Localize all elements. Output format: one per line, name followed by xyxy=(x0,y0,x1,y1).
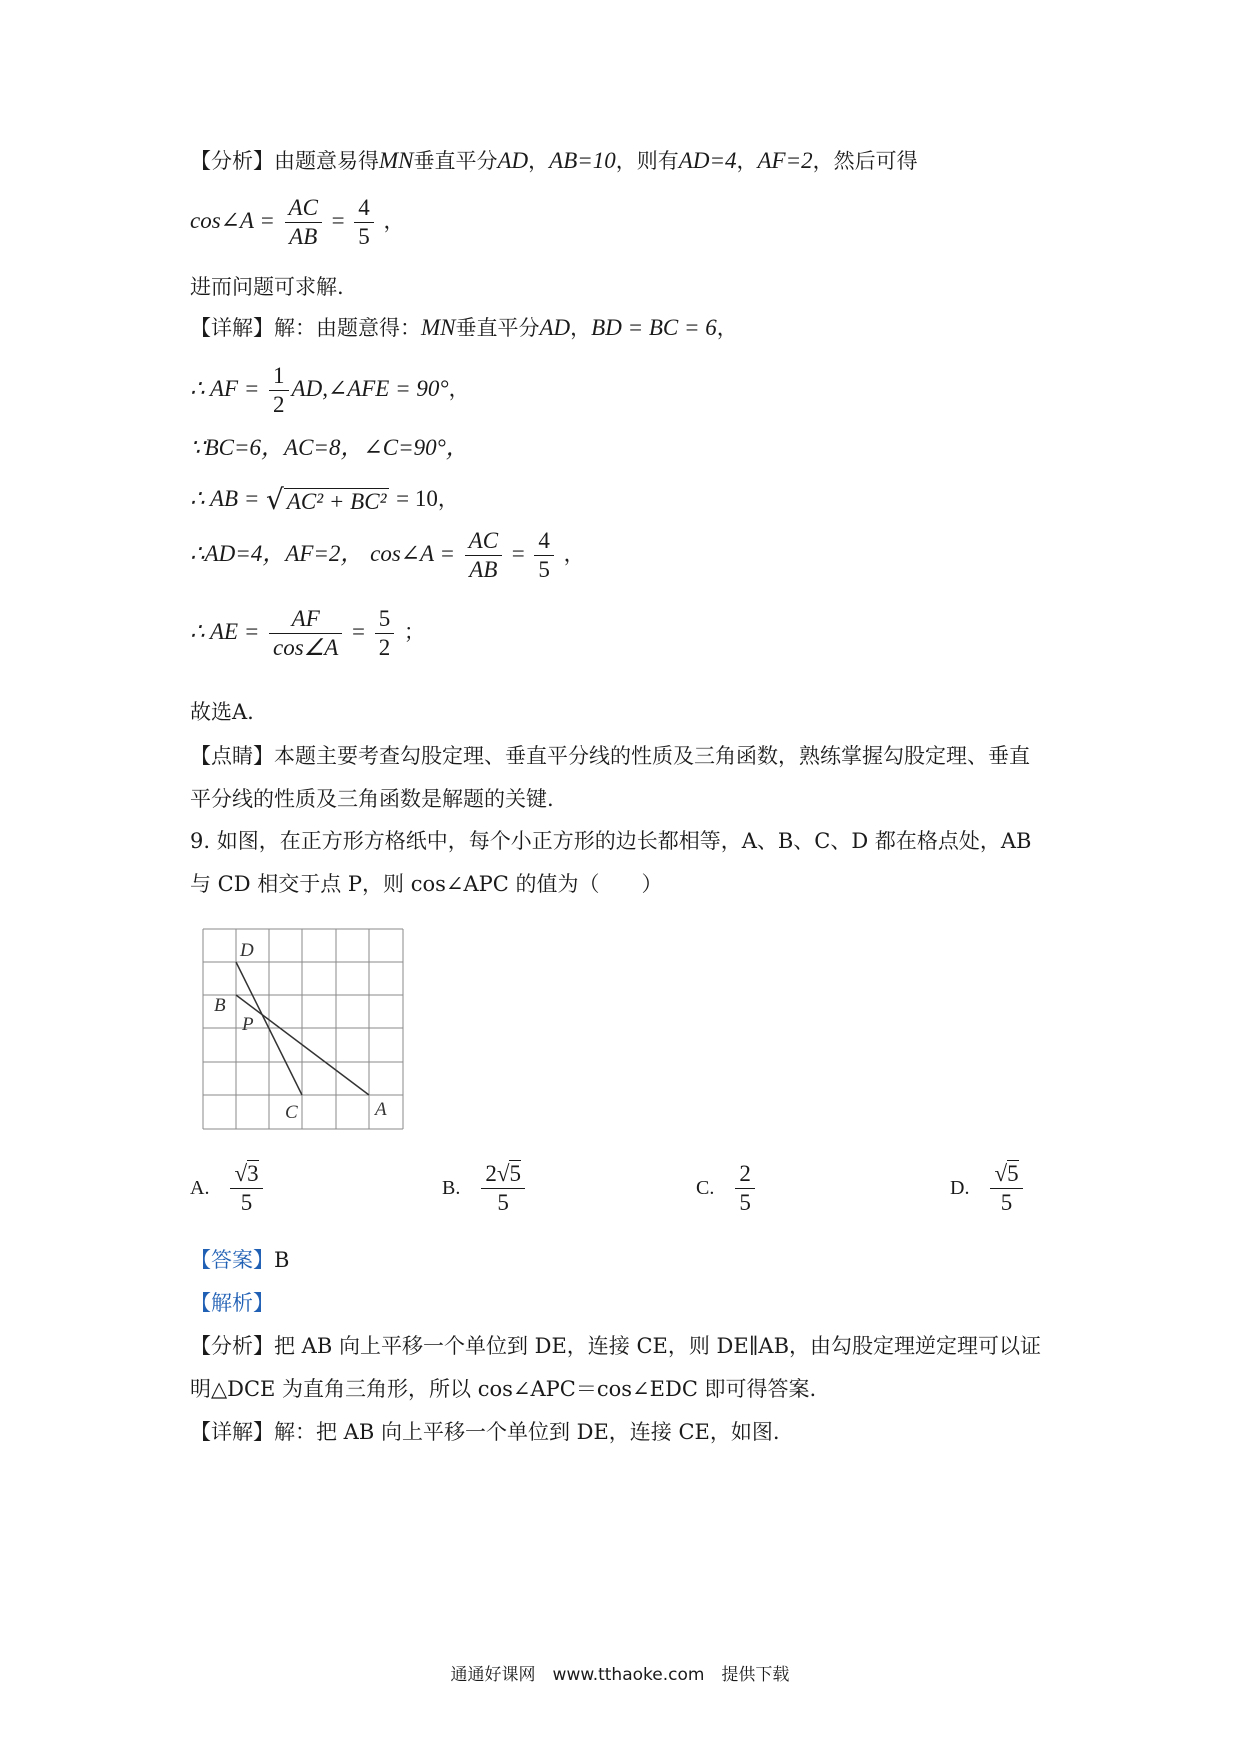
frac-num: √3 xyxy=(230,1160,262,1189)
frac-den: cos∠A xyxy=(273,635,339,660)
math-eq-10: = 10 xyxy=(396,486,438,511)
line-end: ； xyxy=(403,620,425,644)
math-ad-af: ∴AD=4，AF=2， xyxy=(190,541,364,566)
sqrt-expression xyxy=(266,482,389,517)
equals-sign: = xyxy=(511,541,525,566)
fraction-ac-ab xyxy=(465,527,502,584)
grid-lines xyxy=(203,929,403,1129)
frac-num: AF xyxy=(269,605,342,634)
jiexi-tag: 【解析】 xyxy=(190,1291,274,1315)
radicand: AC² + BC² xyxy=(284,488,390,514)
math-ab-left: ∴ AB = xyxy=(190,486,260,511)
detail1-prefix: 【详解】解：由题意得： xyxy=(190,316,421,340)
analysis2-line1: 【分析】把 AB 向上平移一个单位到 DE，连接 CE，则 DE∥AB，由勾股定理逆定理可以证 xyxy=(190,1334,1041,1358)
frac-den: 5 xyxy=(240,1190,253,1215)
math-ad: AD xyxy=(497,148,529,173)
radical-sign: √ xyxy=(266,482,284,516)
math-ab-eq: AB=10 xyxy=(549,148,616,173)
option-b[interactable] xyxy=(442,1160,528,1217)
line-end: ， xyxy=(716,316,738,340)
analysis1-conclusion: 进而问题可求解. xyxy=(190,275,344,299)
detail1-line3 xyxy=(190,433,469,463)
math-cos-a: cos∠A = xyxy=(370,541,455,566)
option-label: B. xyxy=(442,1177,461,1199)
radicand: 3 xyxy=(247,1161,259,1186)
option-fraction xyxy=(990,1160,1022,1217)
detail1-line6 xyxy=(190,605,425,662)
separator: ， xyxy=(570,316,592,340)
option-c[interactable] xyxy=(696,1160,758,1217)
analysis1-mid3: ，则有 xyxy=(615,149,679,173)
label-d: D xyxy=(240,940,254,961)
frac-den: 5 xyxy=(739,1190,751,1215)
option-fraction xyxy=(230,1160,262,1217)
radicand: 5 xyxy=(509,1161,521,1186)
answer-line xyxy=(190,1245,289,1275)
frac-num: 4 xyxy=(354,194,374,223)
math-ae-left: ∴ AE = xyxy=(190,619,260,644)
detail1-mid: 垂直平分 xyxy=(455,316,540,340)
frac-num: 1 xyxy=(269,362,289,391)
option-label: D. xyxy=(950,1177,970,1199)
detail2-line1: 【详解】解：把 AB 向上平移一个单位到 DE，连接 CE，如图. xyxy=(190,1420,780,1444)
fraction-af-cos xyxy=(269,605,342,662)
comma: ， xyxy=(383,209,405,233)
analysis1-end: ，然后可得 xyxy=(812,149,918,173)
analysis1-mid4: ， xyxy=(736,149,758,173)
frac-den: 2 xyxy=(378,635,391,660)
option-label: C. xyxy=(696,1177,715,1199)
label-b: B xyxy=(214,995,226,1016)
option-d[interactable] xyxy=(950,1160,1026,1217)
grid-figure xyxy=(202,928,404,1130)
frac-den: AB xyxy=(289,224,318,249)
analysis1-prefix: 【分析】由题意易得 xyxy=(190,149,379,173)
radicand: 5 xyxy=(1007,1161,1019,1186)
question9-line1: 9. 如图，在正方形方格纸中，每个小正方形的边长都相等，A、B、C、D 都在格点处，AB xyxy=(190,829,1032,853)
formula-cos-left: cos∠A = xyxy=(190,208,275,233)
analysis1-mid2: ， xyxy=(528,149,550,173)
analysis1-mid1: 垂直平分 xyxy=(413,149,498,173)
label-a: A xyxy=(375,1099,387,1120)
frac-num: AC xyxy=(465,527,502,556)
detail1-line4 xyxy=(190,484,459,517)
frac-den: 5 xyxy=(358,224,370,249)
fraction-5-2 xyxy=(375,605,395,662)
page-footer: 通通好课网 www.tthaoke.com 提供下载 xyxy=(450,1665,790,1685)
fraction-4-5 xyxy=(354,194,374,251)
frac-den: 2 xyxy=(273,392,285,417)
label-p: P xyxy=(242,1014,254,1035)
line-end: ， xyxy=(437,487,459,511)
option-label: A. xyxy=(190,1177,210,1199)
fraction-1-2 xyxy=(269,362,289,419)
fraction-4-5 xyxy=(534,527,554,584)
math-ad: AD xyxy=(539,315,571,340)
frac-num: 2√5 xyxy=(481,1160,525,1189)
detail1-line2 xyxy=(190,362,470,419)
frac-num: AC xyxy=(285,194,322,223)
math-mn: MN xyxy=(421,315,456,340)
frac-den: 5 xyxy=(1000,1190,1013,1215)
label-c: C xyxy=(285,1102,298,1123)
option-fraction xyxy=(481,1160,525,1217)
frac-den: 5 xyxy=(497,1190,509,1215)
fraction-ac-ab xyxy=(285,194,322,251)
equals-sign: = xyxy=(352,619,366,644)
option-a[interactable] xyxy=(190,1160,266,1217)
detail1-line1 xyxy=(190,313,738,343)
frac-den: 5 xyxy=(538,557,550,582)
comment1-line2: 平分线的性质及三角函数是解题的关键. xyxy=(190,787,554,811)
line-end: ， xyxy=(563,542,585,566)
line-end: ， xyxy=(448,377,470,401)
analysis2-line2: 明△DCE 为直角三角形，所以 cos∠APC＝cos∠EDC 即可得答案. xyxy=(190,1377,817,1401)
frac-den: AB xyxy=(469,557,498,582)
question9-line2: 与 CD 相交于点 P，则 cos∠APC 的值为（ ） xyxy=(190,872,663,896)
frac-num: 5 xyxy=(375,605,395,634)
equals-sign: = xyxy=(331,208,345,233)
comment1-line1: 【点睛】本题主要考查勾股定理、垂直平分线的性质及三角函数，熟练掌握勾股定理、垂直 xyxy=(190,744,1030,768)
detail1-line5 xyxy=(190,527,585,584)
analysis1-formula xyxy=(190,194,404,251)
math-af-eq: AF=2 xyxy=(757,148,813,173)
math-bd-bc: BD = BC = 6 xyxy=(591,315,717,340)
answer-tag: 【答案】 xyxy=(190,1248,274,1272)
answer-value: B xyxy=(274,1248,290,1272)
math-ad-eq: AD=4 xyxy=(678,148,737,173)
coef: 2 xyxy=(485,1161,497,1186)
frac-num: 4 xyxy=(534,527,554,556)
math-mn: MN xyxy=(379,148,414,173)
math-af-left: ∴ AF = xyxy=(190,376,260,401)
frac-num: √5 xyxy=(990,1160,1022,1189)
analysis1-line1 xyxy=(190,146,918,176)
frac-num: 2 xyxy=(735,1160,755,1189)
option-fraction xyxy=(735,1160,755,1217)
math-given: ∵BC=6，AC=8，∠C=90°， xyxy=(190,435,469,460)
math-ad-angle: AD,∠AFE = 90° xyxy=(291,376,449,401)
detail1-choose: 故选A. xyxy=(190,700,254,724)
